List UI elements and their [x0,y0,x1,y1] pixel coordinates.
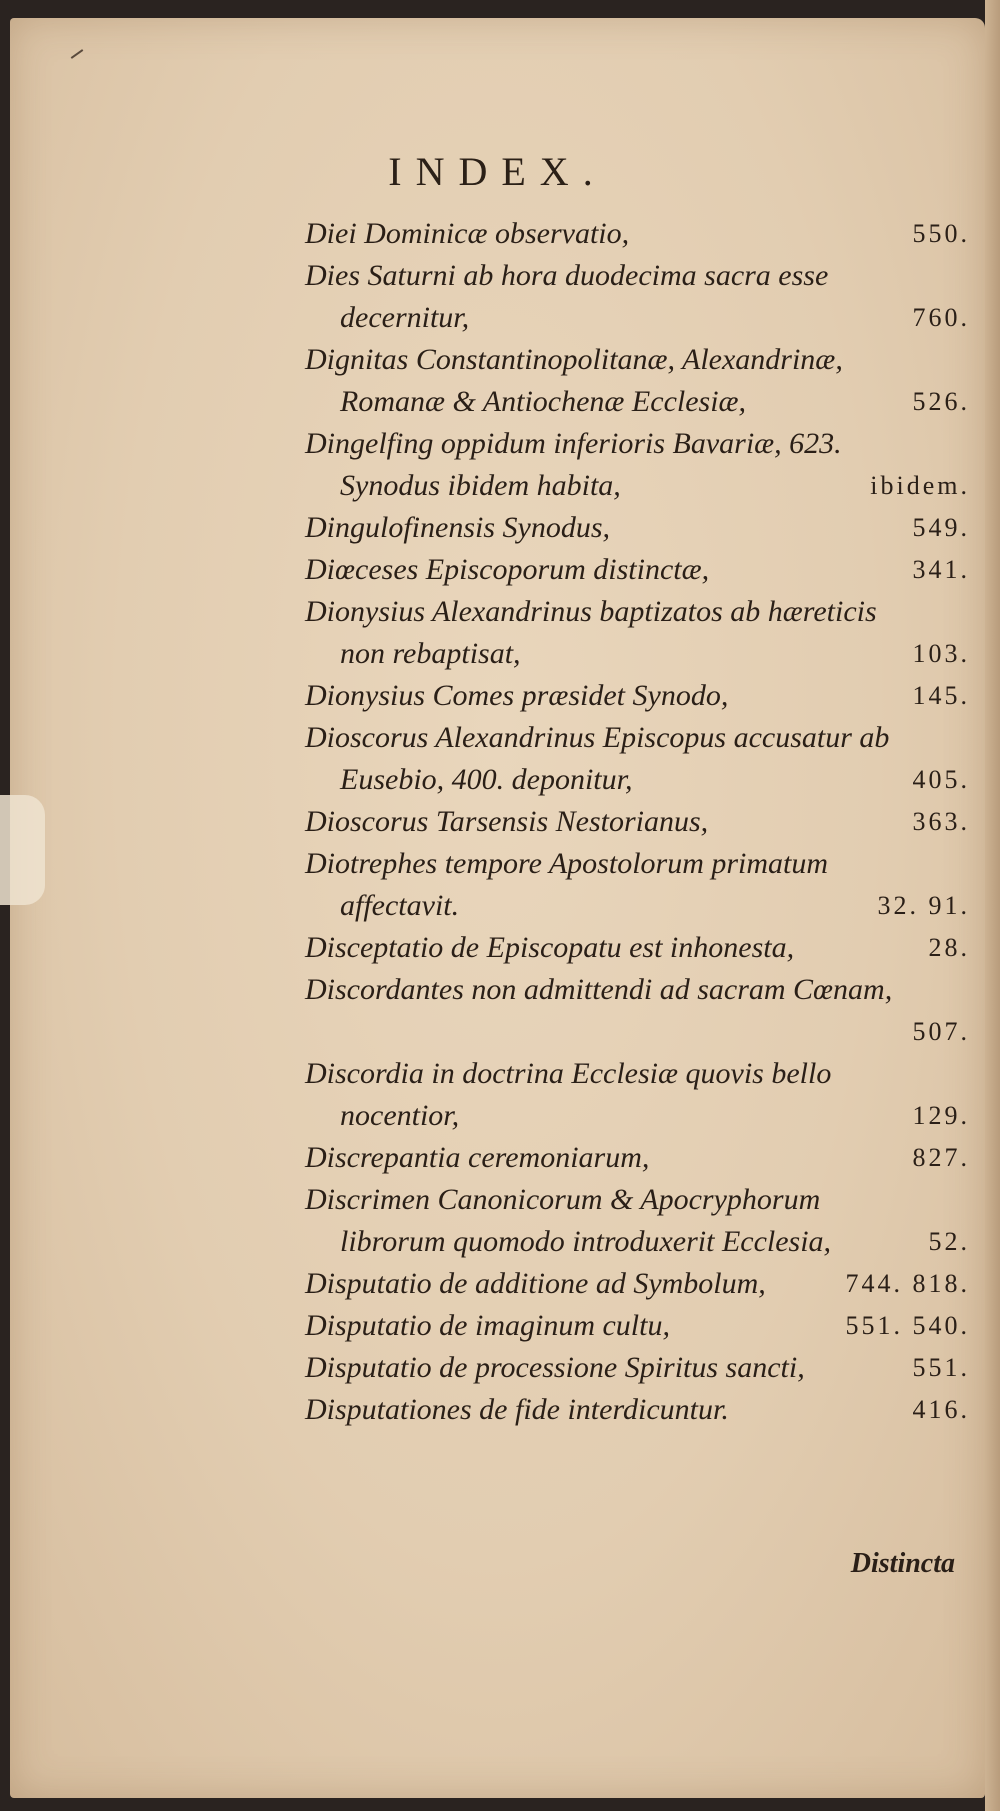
page-edge [985,0,1000,1811]
index-entry [305,1137,980,1179]
entry-title: Disputatio de processione Spiritus sancti, [305,1351,805,1384]
entry-title: Dies Saturni ab hora duodecima sacra esse decernitur, [305,259,829,334]
index-entry [305,801,980,843]
entry-page-ref: 32. 91. [877,891,970,920]
index-entry [305,591,980,675]
index-entry [305,549,980,591]
entry-title: Diotrephes tempore Apostolorum primatum affectavit. [305,847,829,922]
entry-page-ref: 827. [912,1143,970,1172]
entry-page-ref: 363. [912,807,970,836]
entry-title: Diœceses Episcoporum distinctæ, [305,553,710,586]
catchword: Distincta [850,1548,955,1579]
entry-page-ref: 526. [912,387,970,416]
entry-title: Disceptatio de Episcopatu est inhonesta, [305,931,795,964]
entry-title: Disputatio de imaginum cultu, [305,1309,670,1342]
index-entry [305,1179,980,1263]
entry-page-ref: 28. [928,933,970,962]
entry-page-ref: 103. [912,639,970,668]
entry-title: Diei Dominicæ observatio, [305,217,630,250]
entry-page-ref: 129. [912,1101,970,1130]
index-entry [305,507,980,549]
index-entry [305,927,980,969]
entry-title: Dioscorus Alexandrinus Episcopus accusatur ab Eusebio, 400. deponitur, [305,721,890,796]
index-entry [305,1263,980,1305]
page-tab [0,795,45,905]
entry-page-ref: 416. [912,1395,970,1424]
entry-page-ref: 744. 818. [845,1269,970,1298]
entry-title: Discrimen Canonicorum & Apocryphorum librorum quomodo introduxerit Ecclesia, [305,1183,832,1258]
index-entry [305,1053,980,1137]
entry-page-ref: 405. [912,765,970,794]
index-entry [305,1305,980,1347]
index-entry [305,969,980,1053]
index-entry [305,1347,980,1389]
index-entry [305,423,980,507]
entry-page-ref: 550. [912,219,970,248]
entry-title: Dionysius Comes præsidet Synodo, [305,679,729,712]
entry-title: Dingulofinensis Synodus, [305,511,610,544]
entry-title: Dignitas Constantinopolitanæ, Alexandrinæ, Romanæ & Antiochenæ Ecclesiæ, [305,343,843,418]
entry-page-ref: 507. [912,1017,970,1046]
entry-page-ref: 52. [928,1227,970,1256]
entry-title: Disputatio de additione ad Symbolum, [305,1267,766,1300]
entry-page-ref: 549. [912,513,970,542]
index-entry [305,675,980,717]
book-page [10,18,985,1798]
entry-page-ref: ibidem. [870,471,970,500]
entry-title: Discrepantia ceremoniarum, [305,1141,650,1174]
index-entry [305,717,980,801]
index-entries [305,213,980,1431]
entry-title: Dingelfing oppidum inferioris Bavariæ, 623. Synodus ibidem habita, [305,427,842,502]
entry-page-ref: 551. 540. [845,1311,970,1340]
index-entry [305,213,980,255]
entry-title: Dioscorus Tarsensis Nestorianus, [305,805,709,838]
entry-page-ref: 341. [912,555,970,584]
entry-page-ref: 551. [912,1353,970,1382]
entry-title: Discordia in doctrina Ecclesiæ quovis bello nocentior, [305,1057,832,1132]
ink-mark [71,49,84,59]
entry-page-ref: 145. [912,681,970,710]
entry-title: Disputationes de fide interdicuntur. [305,1393,729,1426]
entry-title: Dionysius Alexandrinus baptizatos ab hæreticis non rebaptisat, [305,595,877,670]
index-entry [305,339,980,423]
index-entry [305,1389,980,1431]
entry-title: Discordantes non admittendi ad sacram Cœnam, [305,973,893,1006]
entry-page-ref: 760. [912,303,970,332]
index-entry [305,255,980,339]
index-entry [305,843,980,927]
page-header: INDEX. [388,149,607,194]
